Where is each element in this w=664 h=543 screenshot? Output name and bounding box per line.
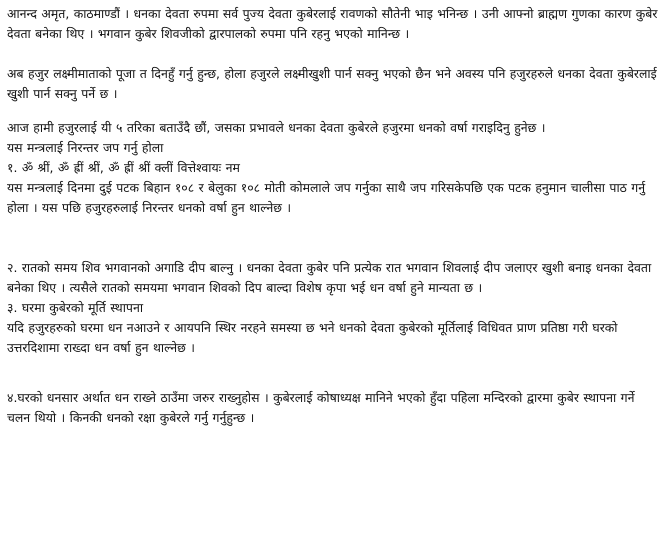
paragraph-five-ways: आज हामी हजुरलाई यी ५ तरिका बताउँदै छौं, जसका प्रभावले धनका देवता कुबेरले हजुरमा धनको वर्षा गराइदिनु हुनेछ । (7, 120, 546, 135)
paragraph-intro: आनन्द अमृत, काठमाण्डौं । धनका देवता रुपमा सर्व पुज्य देवता कुबेरलाई रावणको सौतेनी भाइ भनिन्छ । उनी आफ्नो ब्राह्मण गुणका कारण कुबेर देवता बनेका थिए । भगवान कुबेर शिवजीको द्वारपालको रुपमा पनि रहनु भएको मानिन्छ । (7, 6, 658, 41)
mantra-text: १. ॐ श्रीं, ॐ ह्रीं श्रीं, ॐ ह्रीं श्रीं क्लीं वित्तेश्वायः नम (7, 160, 240, 175)
mantra-intro: यस मन्त्रलाई निरन्तर जप गर्नु होला (7, 140, 164, 155)
article-body (7, 4, 659, 428)
section-heading-idol: ३. घरमा कुबेरको मूर्ति स्थापना (7, 300, 144, 315)
paragraph-shiva-lamp: २. रातको समय शिव भगवानको अगाडि दीप बाल्नु । धनका देवता कुबेर पनि प्रत्येक रात भगवान शिवलाई दीप जलाएर खुशी बनाइ धनका देवता बनेका थिए । त्यसैले रातको समयमा भगवान शिवको दिप बाल्दा विशेष कृपा भई धन वर्षा हुने मान्यता छ । (7, 260, 652, 295)
paragraph-lakshmi: अब हजुर लक्ष्मीमाताको पूजा त दिनहुँ गर्नु हुन्छ, होला हजुरले लक्ष्मीखुशी पार्न सक्नु भएको छैन भने अवस्य पनि हजुरहरुले धनका देवता कुबेरलाई खुशी पार्न सक्नु पर्ने छ । (7, 66, 657, 101)
paragraph-idol: यदि हजुरहरुको घरमा धन नआउने र आयपनि स्थिर नरहने समस्या छ भने धनको देवता कुबेरको मूर्तिलाई विधिवत प्राण प्रतिष्ठा गरी घरको उत्तरदिशामा राख्दा धन वर्षा हुन थाल्नेछ । (7, 320, 618, 355)
paragraph-treasury: ४.घरको धनसार अर्थात धन राख्ने ठाउँमा जरुर राख्नुहोस । कुबेरलाई कोषाध्यक्ष मानिने भएको हुँदा पहिला मन्दिरको द्वारमा कुबेर स्थापना गर्ने चलन थियो । किनकी धनको रक्षा कुबेरले गर्नु गर्नुहुन्छ । (7, 390, 635, 425)
paragraph-mantra-method: यस मन्त्रलाई दिनमा दुई पटक बिहान १०८ र बेलुका १०८ मोती कोमलाले जप गर्नुका साथै जप गरिसकेपछि एक पटक हनुमान चालीसा पाठ गर्नु होला । यस पछि हजुरहरुलाई निरन्तर धनको वर्षा हुन थाल्नेछ । (7, 180, 646, 215)
